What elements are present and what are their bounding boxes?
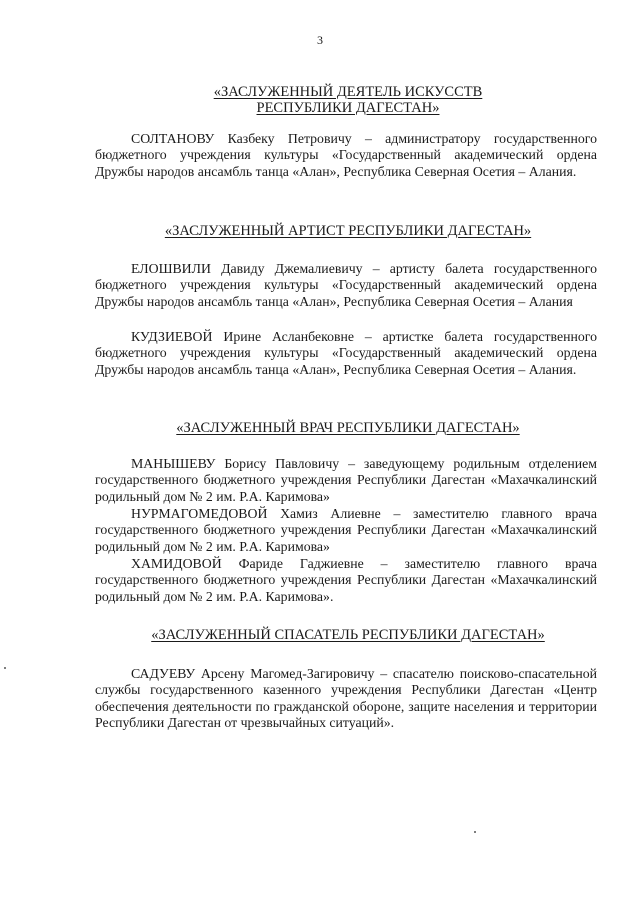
- scan-speck: [474, 831, 476, 833]
- award-entry-nurmagomedova: НУРМАГОМЕДОВОЙ Хамиз Алиевне – заместителю главного врача государственного бюджетного учреждения Республики Дагестан «Махачкалинский родильный дом № 2 им. Р.А. Каримова»: [95, 506, 597, 554]
- award-entry-saduev: САДУЕВУ Арсену Магомед-Загировичу – спасателю поисково-спасательной службы государственного казенного учреждения Республики Дагестан «Центр обеспечения деятельности по гражданской обороне, защите населения и территории Республики Дагестан от чрезвычайных ситуаций».: [95, 666, 597, 730]
- section-heading-honored-artist: «ЗАСЛУЖЕННЫЙ АРТИСТ РЕСПУБЛИКИ ДАГЕСТАН»: [164, 223, 532, 239]
- section-heading-honored-doctor: «ЗАСЛУЖЕННЫЙ ВРАЧ РЕСПУБЛИКИ ДАГЕСТАН»: [176, 420, 520, 436]
- award-entry-soltanov: СОЛТАНОВУ Казбеку Петровичу – администратору государственного бюджетного учреждения культуры «Государственный академический ордена Дружбы народов ансамбль танца «Алан», Республика Северная Осетия – Алания.: [95, 131, 597, 179]
- scan-speck: [4, 667, 6, 669]
- section-heading-line: РЕСПУБЛИКИ ДАГЕСТАН»: [256, 100, 440, 116]
- section-heading-honored-rescuer: «ЗАСЛУЖЕННЫЙ СПАСАТЕЛЬ РЕСПУБЛИКИ ДАГЕСТАН»: [151, 627, 545, 643]
- award-entry-kudzieva: КУДЗИЕВОЙ Ирине Асланбековне – артистке балета государственного бюджетного учреждения культуры «Государственный академический ордена Дружбы народов ансамбль танца «Алан», Республика Северная Осетия – Алания.: [95, 329, 597, 377]
- section-heading-line: «ЗАСЛУЖЕННЫЙ ДЕЯТЕЛЬ ИСКУССТВ: [213, 84, 483, 100]
- section-heading-honored-art-worker: [95, 84, 601, 116]
- award-entry-eloshvili: ЕЛОШВИЛИ Давиду Джемалиевичу – артисту балета государственного бюджетного учреждения культуры «Государственный академический ордена Дружбы народов ансамбль танца «Алан», Республика Северная Осетия – Алания: [95, 261, 597, 309]
- award-entry-manyshev: МАНЫШЕВУ Борису Павловичу – заведующему родильным отделением государственного бюджетного учреждения Республики Дагестан «Махачкалинский родильный дом № 2 им. Р.А. Каримова»: [95, 456, 597, 504]
- page-number: 3: [317, 33, 323, 47]
- award-entry-khamidova: ХАМИДОВОЙ Фариде Гаджиевне – заместителю главного врача государственного бюджетного учреждения Республики Дагестан «Махачкалинский родильный дом № 2 им. Р.А. Каримова».: [95, 556, 597, 604]
